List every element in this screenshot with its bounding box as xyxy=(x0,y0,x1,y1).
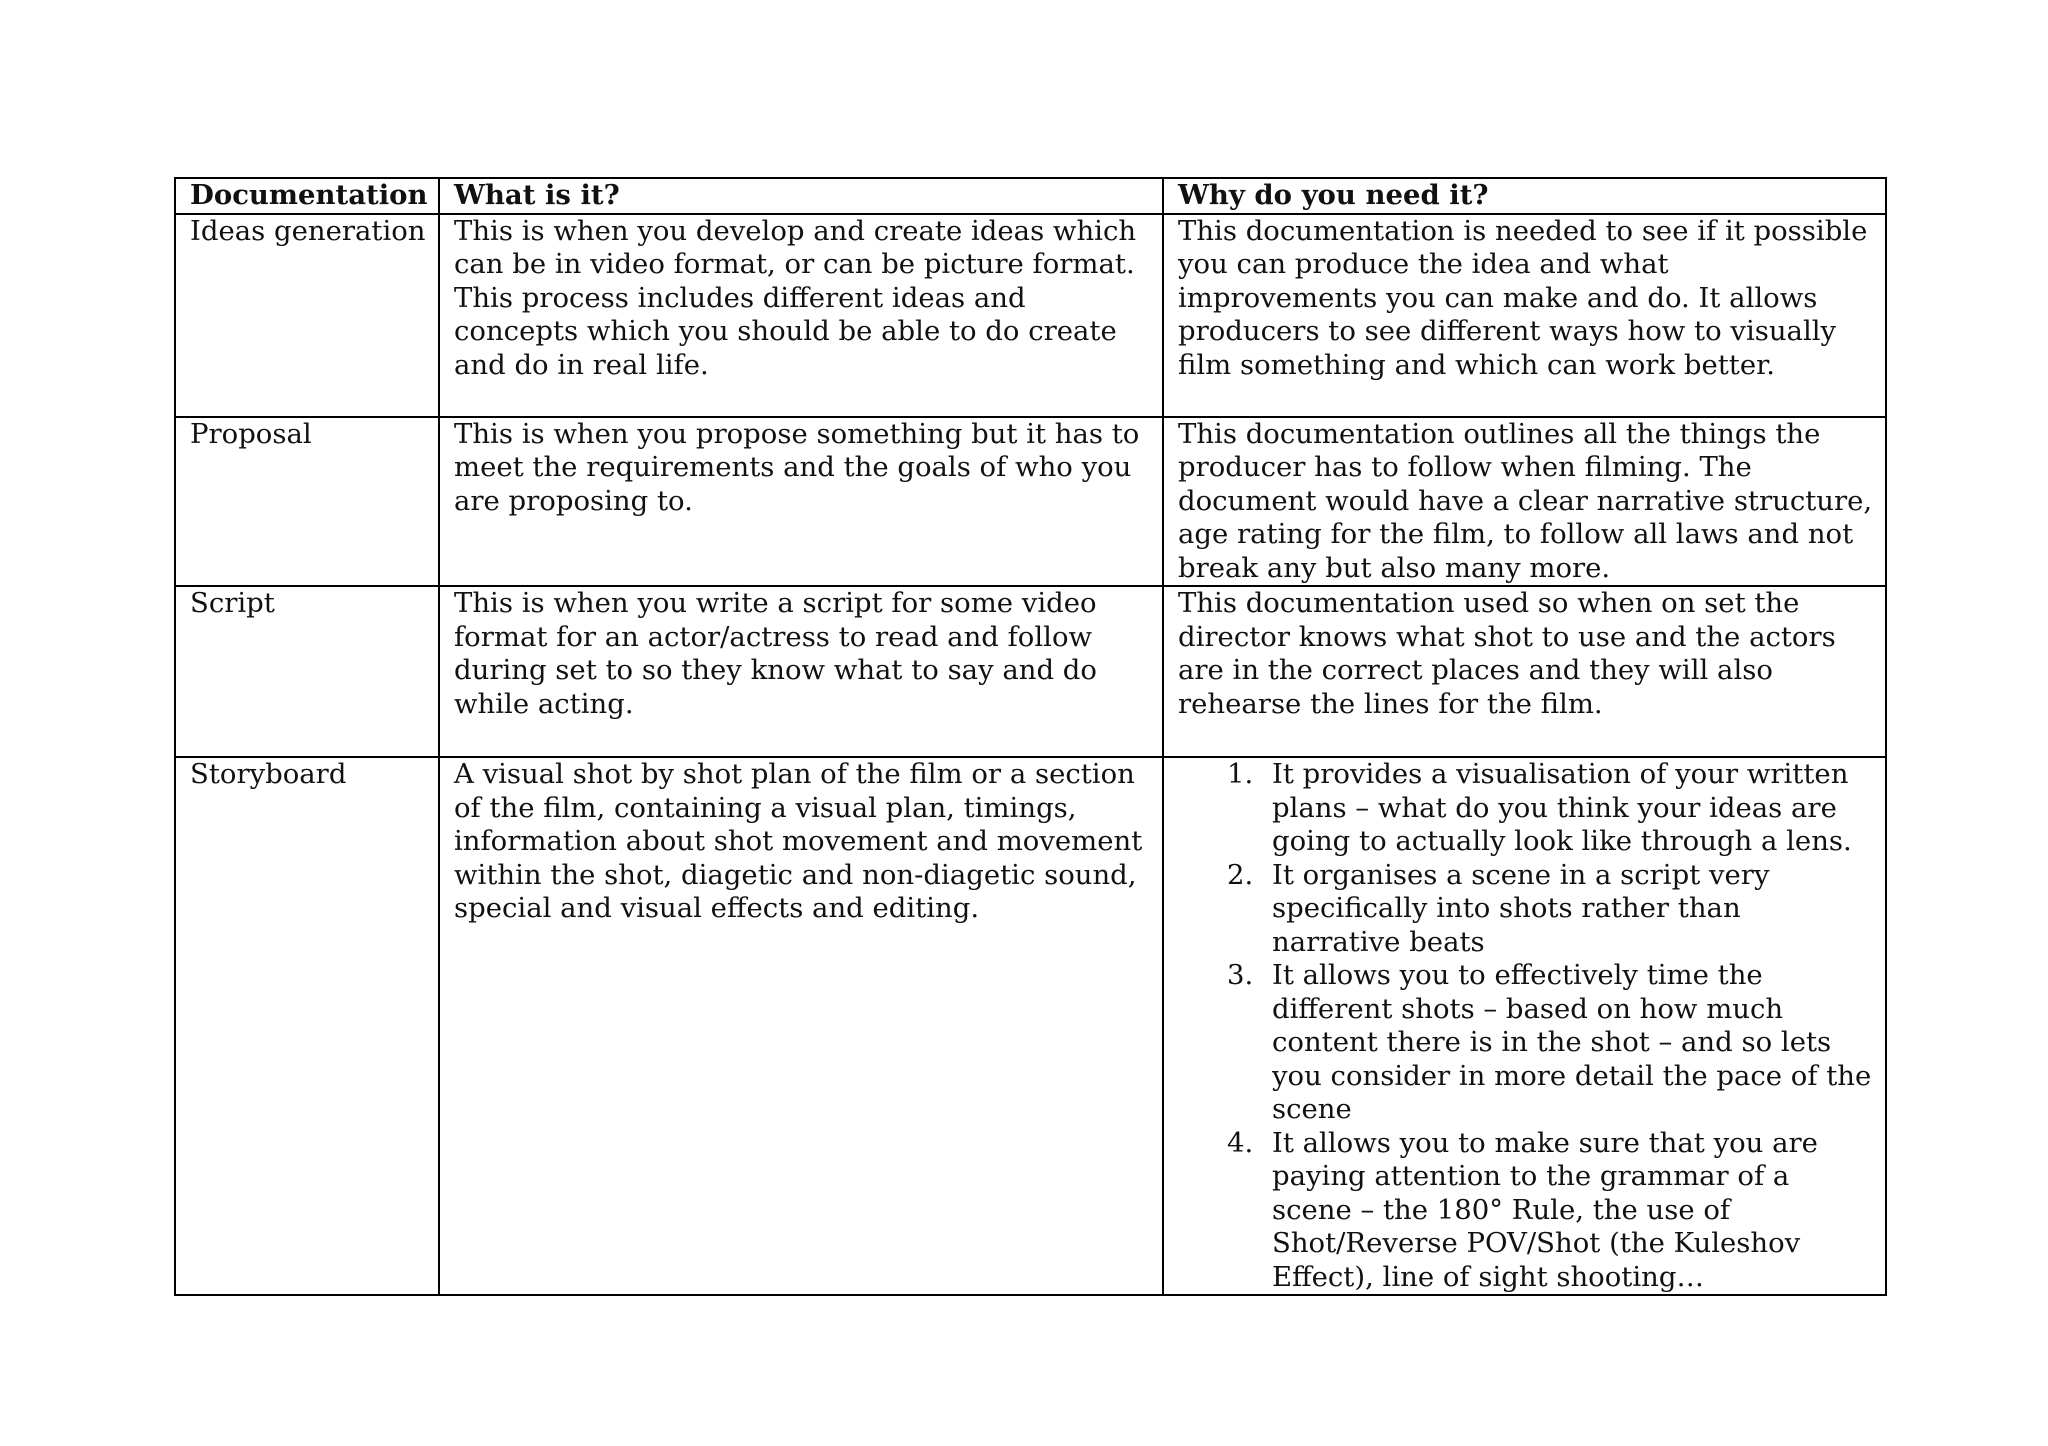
what-cell: This is when you propose something but it has to meet the requirements and the goals of who you are proposing to. xyxy=(439,417,1163,587)
why-cell: This documentation used so when on set the director knows what shot to use and the actors are in the correct places and they will also rehearse the lines for the film. xyxy=(1163,586,1886,757)
table-row xyxy=(175,757,1886,1295)
table-row xyxy=(175,417,1886,587)
table-row xyxy=(175,214,1886,417)
documentation-cell: Script xyxy=(175,586,439,757)
list-item: 2. It organises a scene in a script very specifically into shots rather than narrative beats xyxy=(1262,859,1873,960)
what-cell: A visual shot by shot plan of the film or a section of the film, containing a visual plan, timings, information about shot movement and movement within the shot, diagetic and non-diagetic sound, special and visual effects and editing. xyxy=(439,757,1163,1295)
why-cell: This documentation is needed to see if it possible you can produce the idea and what improvements you can make and do. It allows producers to see different ways how to visually film something and which can work better. xyxy=(1163,214,1886,417)
what-cell: This is when you develop and create ideas which can be in video format, or can be picture format. This process includes different ideas and concepts which you should be able to do create and do in real life. xyxy=(439,214,1163,417)
list-item: 3. It allows you to effectively time the different shots – based on how much content there is in the shot – and so lets you consider in more detail the pace of the scene xyxy=(1262,959,1873,1127)
documentation-cell: Proposal xyxy=(175,417,439,587)
documentation-cell: Storyboard xyxy=(175,757,439,1295)
documentation-table xyxy=(174,177,1887,1296)
documentation-cell: Ideas generation xyxy=(175,214,439,417)
why-cell: This documentation outlines all the things the producer has to follow when filming. The document would have a clear narrative structure, age rating for the film, to follow all laws and not break any but also many more. xyxy=(1163,417,1886,587)
why-cell xyxy=(1163,757,1886,1295)
list-item: 4. It allows you to make sure that you are paying attention to the grammar of a scene – the 180° Rule, the use of Shot/Reverse POV/Shot (the Kuleshov Effect), line of sight shooting… xyxy=(1262,1127,1873,1295)
header-what-is-it: What is it? xyxy=(439,178,1163,214)
list-item: 1. It provides a visualisation of your written plans – what do you think your ideas are going to actually look like through a lens. xyxy=(1262,758,1873,859)
why-numbered-list xyxy=(1178,758,1873,1294)
header-row xyxy=(175,178,1886,214)
header-documentation: Documentation xyxy=(175,178,439,214)
what-cell: This is when you write a script for some video format for an actor/actress to read and follow during set to so they know what to say and do while acting. xyxy=(439,586,1163,757)
header-why-do-you-need-it: Why do you need it? xyxy=(1163,178,1886,214)
table-row xyxy=(175,586,1886,757)
